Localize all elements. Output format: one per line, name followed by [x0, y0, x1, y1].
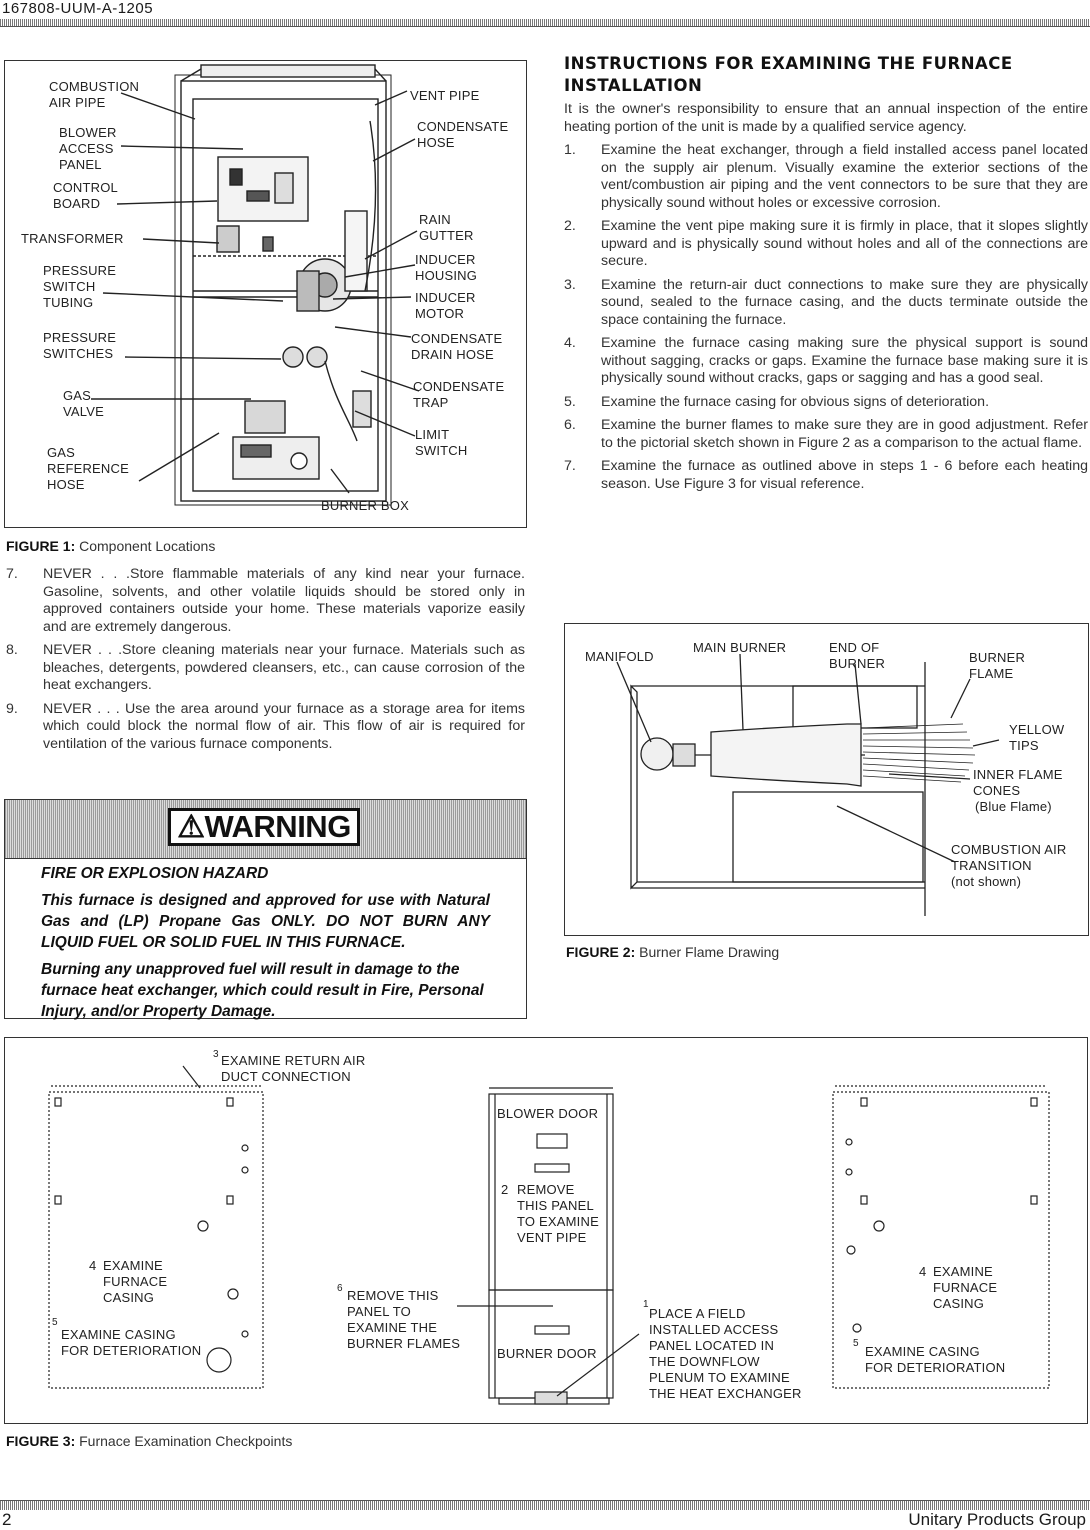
- instruction-step-number: 2.: [564, 218, 576, 234]
- footer-rule: [0, 1500, 1090, 1510]
- never-item: [6, 566, 525, 636]
- label-condensate-hose: CONDENSATE HOSE: [417, 119, 509, 150]
- figure-3-caption: [6, 1433, 292, 1449]
- instruction-step: [564, 218, 1088, 271]
- figure-3-caption-label: FIGURE 3:: [6, 1433, 76, 1449]
- warning-paragraph-1: This furnace is designed and approved for use with Natural Gas and (LP) Propane Gas ONLY. DO NOT BURN ANY LIQUID FUEL OR SOLID FUEL IN THIS FURNACE.: [41, 892, 490, 951]
- label-casing-a: EXAMINE FURNACE CASING: [103, 1258, 168, 1305]
- instruction-step-number: 4.: [564, 335, 576, 351]
- figure-2-caption-text: Burner Flame Drawing: [639, 944, 780, 960]
- label-transformer: TRANSFORMER: [21, 231, 124, 246]
- instruction-step-text: Examine the return-air duct connections to make sure they are physically sound, sealed to the furnace casing, and the ducts terminate outside the space containing the furnace.: [601, 276, 1088, 328]
- instruction-step: [564, 277, 1088, 330]
- label-pressure-switches: PRESSURE SWITCHES: [43, 330, 117, 361]
- page-number: 2: [2, 1510, 12, 1529]
- label-inducer-motor: INDUCER MOTOR: [415, 290, 476, 321]
- figure-1-component-locations: [4, 60, 527, 528]
- instruction-step-text: Examine the furnace casing making sure the physical support is sound without sagging, cracks or gaps. Examine the furnace base making sure it is physically sound without cracks, gaps or sagging and has a good seal.: [601, 335, 1088, 386]
- label-control-board: CONTROL BOARD: [53, 180, 118, 211]
- label-deterioration-b: EXAMINE CASING FOR DETERIORATION: [865, 1344, 1006, 1375]
- label-inner-flame-cones: INNER FLAME CONES: [973, 767, 1063, 798]
- label-condensate-trap: CONDENSATE TRAP: [413, 379, 505, 410]
- instruction-step-text: Examine the heat exchanger, through a field installed access panel located on the supply air plenum. Visually examine the exterior sections of the vent/combustion air piping and the vent connectors to be sure that they are physically sound without holes or excessive corrosion.: [601, 142, 1088, 211]
- never-item-number: 7.: [6, 566, 18, 582]
- label-not-shown: (not shown): [951, 874, 1022, 889]
- never-item: [6, 701, 525, 754]
- label-casing-b: EXAMINE FURNACE CASING: [933, 1264, 998, 1311]
- label-step-5a-number: 5: [52, 1317, 58, 1328]
- label-step-4a-number: 4: [89, 1258, 97, 1273]
- instruction-step-text: Examine the furnace as outlined above in steps 1 - 6 before each heating season. Use Figure 3 for visual reference.: [601, 458, 1088, 492]
- label-manifold: MANIFOLD: [585, 649, 654, 664]
- label-inducer-housing: INDUCER HOUSING: [415, 252, 478, 283]
- never-item-text: NEVER . . .Store flammable materials of any kind near your furnace. Gasoline, solvents, and other volatile liquids should be stored only in approved containers outside your home. These materials vaporize easily and are extremely dangerous.: [43, 566, 525, 635]
- figure-3-caption-text: Furnace Examination Checkpoints: [79, 1433, 293, 1449]
- label-rain-gutter: RAIN GUTTER: [419, 212, 474, 243]
- publisher-name: Unitary Products Group: [908, 1510, 1086, 1529]
- label-yellow-tips: YELLOW TIPS: [1009, 722, 1065, 753]
- label-blower-door: BLOWER DOOR: [497, 1106, 599, 1121]
- label-step-2-number: 2: [501, 1182, 509, 1197]
- label-main-burner: MAIN BURNER: [693, 640, 787, 655]
- label-pressure-switch-tubing: PRESSURE SWITCH TUBING: [43, 263, 117, 310]
- instruction-step-number: 1.: [564, 142, 576, 158]
- header-rule: [0, 19, 1090, 27]
- instruction-step-number: 7.: [564, 458, 576, 474]
- never-item: [6, 642, 525, 695]
- warning-paragraph-2: Burning any unapproved fuel will result in damage to the furnace heat exchanger, which could result in Fire, Personal Injury, and/or Property Damage.: [41, 961, 484, 1020]
- warning-box: [4, 799, 527, 1019]
- label-gas-valve: GAS VALVE: [63, 388, 104, 419]
- never-list: [6, 566, 525, 759]
- instruction-step-number: 3.: [564, 276, 576, 293]
- label-vent-pipe: VENT PIPE: [410, 88, 480, 103]
- figure-1-caption-text: Component Locations: [79, 538, 216, 554]
- label-return-air: EXAMINE RETURN AIR DUCT CONNECTION: [221, 1053, 366, 1084]
- figure-2-burner-flame: [564, 623, 1089, 936]
- document-code: 167808-UUM-A-1205: [2, 0, 154, 17]
- label-burner-box: BURNER BOX: [321, 498, 409, 513]
- instruction-step: [564, 142, 1088, 212]
- label-deterioration-a: EXAMINE CASING FOR DETERIORATION: [61, 1327, 202, 1358]
- label-burner-flame: BURNER FLAME: [969, 650, 1026, 681]
- never-item-text: NEVER . . .Store cleaning materials near your furnace. Materials such as bleaches, detergents, powdered cleansers, etc., can cause corrosion of the heat exchangers.: [43, 642, 525, 693]
- label-remove-flames: REMOVE THIS PANEL TO EXAMINE THE BURNER FLAMES: [347, 1288, 461, 1351]
- label-place-panel: PLACE A FIELD INSTALLED ACCESS PANEL LOCATED IN THE DOWNFLOW PLENUM TO EXAMINE THE HEAT EXCHANGER: [649, 1306, 802, 1401]
- instruction-step: [564, 394, 1088, 412]
- label-step-5b-number: 5: [853, 1338, 859, 1349]
- warning-title: FIRE OR EXPLOSION HAZARD: [41, 865, 269, 882]
- figure-1-caption: [6, 538, 215, 554]
- figure-2-caption-label: FIGURE 2:: [566, 944, 636, 960]
- label-combustion-air-transition: COMBUSTION AIR TRANSITION: [951, 842, 1067, 873]
- figure-2-caption: [566, 944, 779, 960]
- label-limit-switch: LIMIT SWITCH: [415, 427, 468, 458]
- label-gas-reference-hose: GAS REFERENCE HOSE: [47, 445, 129, 492]
- label-blue-flame: (Blue Flame): [975, 799, 1052, 814]
- label-step-3-number: 3: [213, 1049, 219, 1060]
- label-burner-door: BURNER DOOR: [497, 1346, 597, 1361]
- never-item-number: 8.: [6, 642, 18, 658]
- figure-3-examination-checkpoints: [4, 1037, 1088, 1424]
- label-step-4b-number: 4: [919, 1264, 927, 1279]
- instruction-step: [564, 458, 1088, 493]
- figure-1-caption-label: FIGURE 1:: [6, 538, 76, 554]
- label-end-of-burner: END OF BURNER: [829, 640, 886, 671]
- instructions-intro: It is the owner's responsibility to ensure that an annual inspection of the entire heating portion of the unit is made by a qualified service agency.: [564, 101, 1088, 135]
- label-remove-panel: REMOVE THIS PANEL TO EXAMINE VENT PIPE: [517, 1182, 599, 1245]
- instruction-step: [564, 417, 1088, 452]
- label-blower-access-panel: BLOWER ACCESS PANEL: [59, 125, 117, 172]
- never-item-number: 9.: [6, 700, 18, 717]
- never-item-text: NEVER . . . Use the area around your furnace as a storage area for items which could block the normal flow of air. This flow of air is required for ventilation of the various furnace components.: [43, 700, 525, 752]
- instruction-step-text: Examine the burner flames to make sure they are in good adjustment. Refer to the pictorial sketch shown in Figure 2 as a comparison to the actual flame.: [601, 417, 1088, 451]
- instructions-section: [564, 53, 1088, 499]
- instruction-step: [564, 335, 1088, 388]
- label-step-1-number: 1: [643, 1299, 649, 1310]
- instruction-step-number: 6.: [564, 417, 576, 433]
- label-condensate-drain-hose: CONDENSATE DRAIN HOSE: [411, 331, 503, 362]
- warning-band: [5, 800, 526, 859]
- warning-badge: ⚠WARNING: [168, 808, 360, 846]
- instruction-step-text: Examine the furnace casing for obvious signs of deterioration.: [601, 393, 990, 410]
- label-step-6-number: 6: [337, 1283, 343, 1294]
- instruction-step-number: 5.: [564, 393, 576, 410]
- instruction-step-text: Examine the vent pipe making sure it is firmly in place, that it slopes slightly upward and is physically sound without holes and all of the connections are secure.: [601, 218, 1088, 269]
- label-combustion-air-pipe: COMBUSTION AIR PIPE: [49, 79, 140, 110]
- section-title: INSTRUCTIONS FOR EXAMINING THE FURNACE INSTALLATION: [564, 54, 1013, 95]
